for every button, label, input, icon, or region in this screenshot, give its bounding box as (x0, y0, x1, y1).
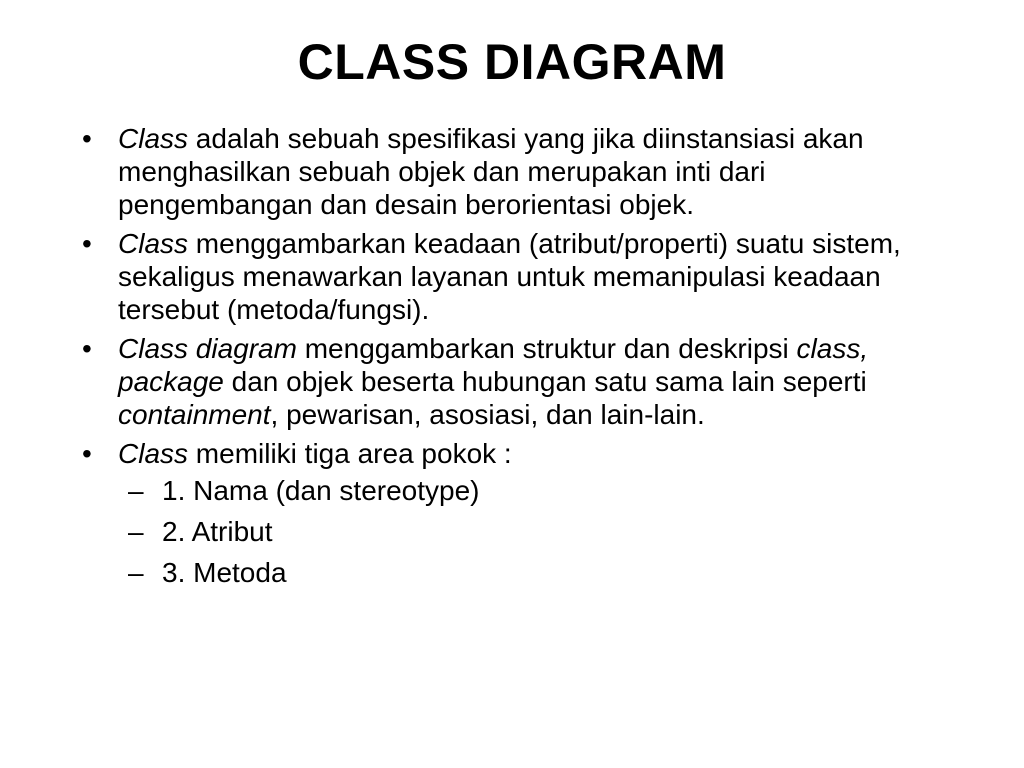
italic-term: Class (118, 228, 189, 259)
bullet-item-2 (80, 227, 960, 326)
sub-bullet-list (118, 474, 960, 589)
sub-item-text: 3. Metoda (162, 557, 287, 588)
italic-term: Class diagram (118, 333, 297, 364)
bullet-icon: • (82, 123, 92, 154)
bullet-text: menggambarkan struktur dan deskripsi (296, 333, 797, 364)
bullet-list (80, 122, 960, 597)
bullet-icon: • (82, 228, 92, 259)
italic-term: Class (118, 438, 189, 469)
bullet-text: dan objek beserta hubungan satu sama lain seperti (223, 366, 867, 397)
sub-item-text: 1. Nama (dan stereotype) (162, 475, 480, 506)
bullet-icon: • (82, 333, 92, 364)
italic-term: class, package (118, 333, 869, 397)
italic-term: Class (118, 123, 189, 154)
dash-icon: – (128, 516, 144, 547)
sub-item-atribut (118, 515, 960, 548)
dash-icon: – (128, 557, 144, 588)
sub-item-nama (118, 474, 960, 507)
bullet-item-1 (80, 122, 960, 221)
bullet-text: adalah sebuah spesifikasi yang jika diinstansiasi akan menghasilkan sebuah objek dan merupakan inti dari pengembangan dan desain berorientasi objek. (118, 123, 864, 220)
bullet-item-4 (80, 437, 960, 589)
dash-icon: – (128, 475, 144, 506)
bullet-text: , pewarisan, asosiasi, dan lain-lain. (270, 399, 705, 430)
sub-item-metoda (118, 556, 960, 589)
sub-item-text: 2. Atribut (162, 516, 273, 547)
bullet-icon: • (82, 438, 92, 469)
italic-term: containment (118, 399, 271, 430)
slide-title: CLASS DIAGRAM (297, 34, 727, 90)
bullet-text: menggambarkan keadaan (atribut/properti) suatu sistem, sekaligus menawarkan layanan untuk memanipulasi keadaan tersebut (metoda/fungsi). (118, 228, 901, 325)
bullet-item-3 (80, 332, 960, 431)
bullet-text: memiliki tiga area pokok : (188, 438, 512, 469)
